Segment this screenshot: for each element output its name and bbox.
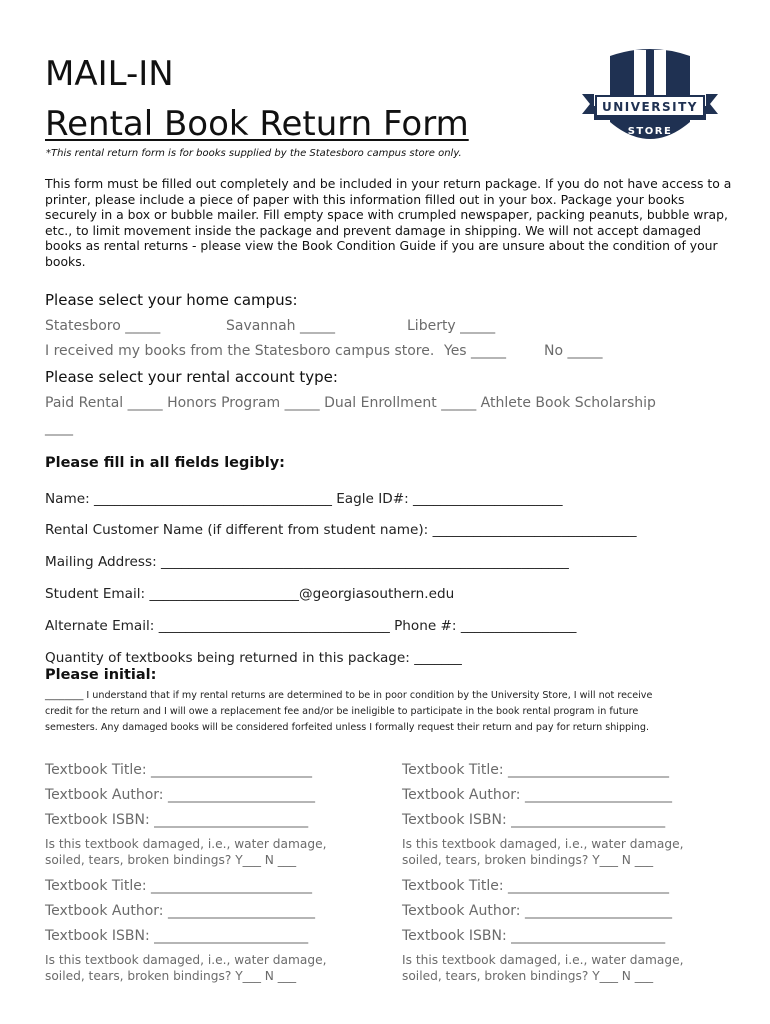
- campus-option-liberty[interactable]: Liberty _____: [407, 318, 496, 334]
- book1-damage-answer[interactable]: soiled, tears, broken bindings? Y___ N ___: [45, 853, 297, 867]
- account-type-options[interactable]: Paid Rental _____ Honors Program _____ Dual Enrollment _____ Athlete Book Scholarship: [45, 395, 656, 411]
- logo-text-university: UNIVERSITY: [602, 100, 698, 114]
- fields-heading: Please fill in all fields legibly:: [45, 455, 285, 471]
- instructions-paragraph: [45, 176, 735, 270]
- initial-heading: Please initial:: [45, 667, 157, 683]
- rental-customer-name-field[interactable]: Rental Customer Name (if different from student name): ______________________________: [45, 522, 637, 538]
- book3-damage-question: Is this textbook damaged, i.e., water damage,: [45, 953, 327, 967]
- book1-author-field[interactable]: Textbook Author: _____________________: [45, 787, 315, 803]
- book1-isbn-field[interactable]: Textbook ISBN: ______________________: [45, 812, 309, 828]
- received-question: I received my books from the Statesboro campus store.: [45, 343, 435, 359]
- book4-isbn-field[interactable]: Textbook ISBN: ______________________: [402, 928, 666, 944]
- quantity-field[interactable]: Quantity of textbooks being returned in this package: _______: [45, 650, 462, 666]
- book2-title-field[interactable]: Textbook Title: _______________________: [402, 762, 670, 778]
- book3-isbn-field[interactable]: Textbook ISBN: ______________________: [45, 928, 309, 944]
- initial-blank[interactable]: ________: [45, 690, 84, 701]
- initial-text-line1: I understand that if my rental returns are determined to be in poor condition by the University Store, I will not receive: [83, 690, 653, 701]
- account-type-heading: Please select your rental account type:: [45, 368, 338, 386]
- book3-author-field[interactable]: Textbook Author: _____________________: [45, 903, 315, 919]
- book4-damage-question: Is this textbook damaged, i.e., water damage,: [402, 953, 684, 967]
- campus-note: *This rental return form is for books supplied by the Statesboro campus store only.: [46, 148, 462, 159]
- account-type-continuation: ____: [45, 420, 73, 436]
- received-no[interactable]: No _____: [544, 343, 603, 359]
- alternate-email-phone-field[interactable]: Alternate Email: __________________________________ Phone #: _________________: [45, 618, 577, 634]
- book4-title-field[interactable]: Textbook Title: _______________________: [402, 878, 670, 894]
- book4-damage-answer[interactable]: soiled, tears, broken bindings? Y___ N ___: [402, 969, 654, 983]
- logo-text-store: STORE: [627, 126, 673, 137]
- initial-statement-line3: semesters. Any damaged books will be considered forfeited unless I formally request their return and pay for return shipping.: [45, 722, 650, 733]
- book2-damage-answer[interactable]: soiled, tears, broken bindings? Y___ N ___: [402, 853, 654, 867]
- book2-isbn-field[interactable]: Textbook ISBN: ______________________: [402, 812, 666, 828]
- campus-option-statesboro[interactable]: Statesboro _____: [45, 318, 161, 334]
- book3-damage-answer[interactable]: soiled, tears, broken bindings? Y___ N ___: [45, 969, 297, 983]
- student-email-field[interactable]: Student Email: ______________________@georgiasouthern.edu: [45, 586, 455, 602]
- initial-statement-line2: credit for the return and I will owe a replacement fee and/or be ineligible to participate in the book rental program in future: [45, 706, 639, 717]
- campus-option-savannah[interactable]: Savannah _____: [226, 318, 335, 334]
- book1-title-field[interactable]: Textbook Title: _______________________: [45, 762, 313, 778]
- page-title-line1: MAIL-IN: [45, 54, 174, 94]
- book4-author-field[interactable]: Textbook Author: _____________________: [402, 903, 672, 919]
- campus-heading: Please select your home campus:: [45, 291, 298, 309]
- received-yes[interactable]: Yes _____: [444, 343, 507, 359]
- book2-damage-question: Is this textbook damaged, i.e., water damage,: [402, 837, 684, 851]
- name-eagle-id-field[interactable]: Name: ___________________________________ Eagle ID#: ______________________: [45, 491, 563, 507]
- page-title: Rental Book Return Form: [45, 104, 469, 144]
- book1-damage-question: Is this textbook damaged, i.e., water damage,: [45, 837, 327, 851]
- book3-title-field[interactable]: Textbook Title: _______________________: [45, 878, 313, 894]
- university-store-logo: [580, 44, 720, 154]
- initial-statement-line1: [45, 690, 652, 701]
- mailing-address-field[interactable]: Mailing Address: ____________________________________________________________: [45, 554, 569, 570]
- book2-author-field[interactable]: Textbook Author: _____________________: [402, 787, 672, 803]
- instructions-text: This form must be filled out completely and be included in your return package. If you do not have access to a printer, please include a piece of paper with this information filled out in your box. Package your books securely in a box or bubble mailer. Fill empty space with crumpled newspaper, packing peanuts, bubble wrap, etc., to limit movement inside the package and prevent damage in shipping. We will not accept damaged books as rental returns - please view the Book Condition Guide if you are unsure about the condition of your books.: [45, 176, 732, 269]
